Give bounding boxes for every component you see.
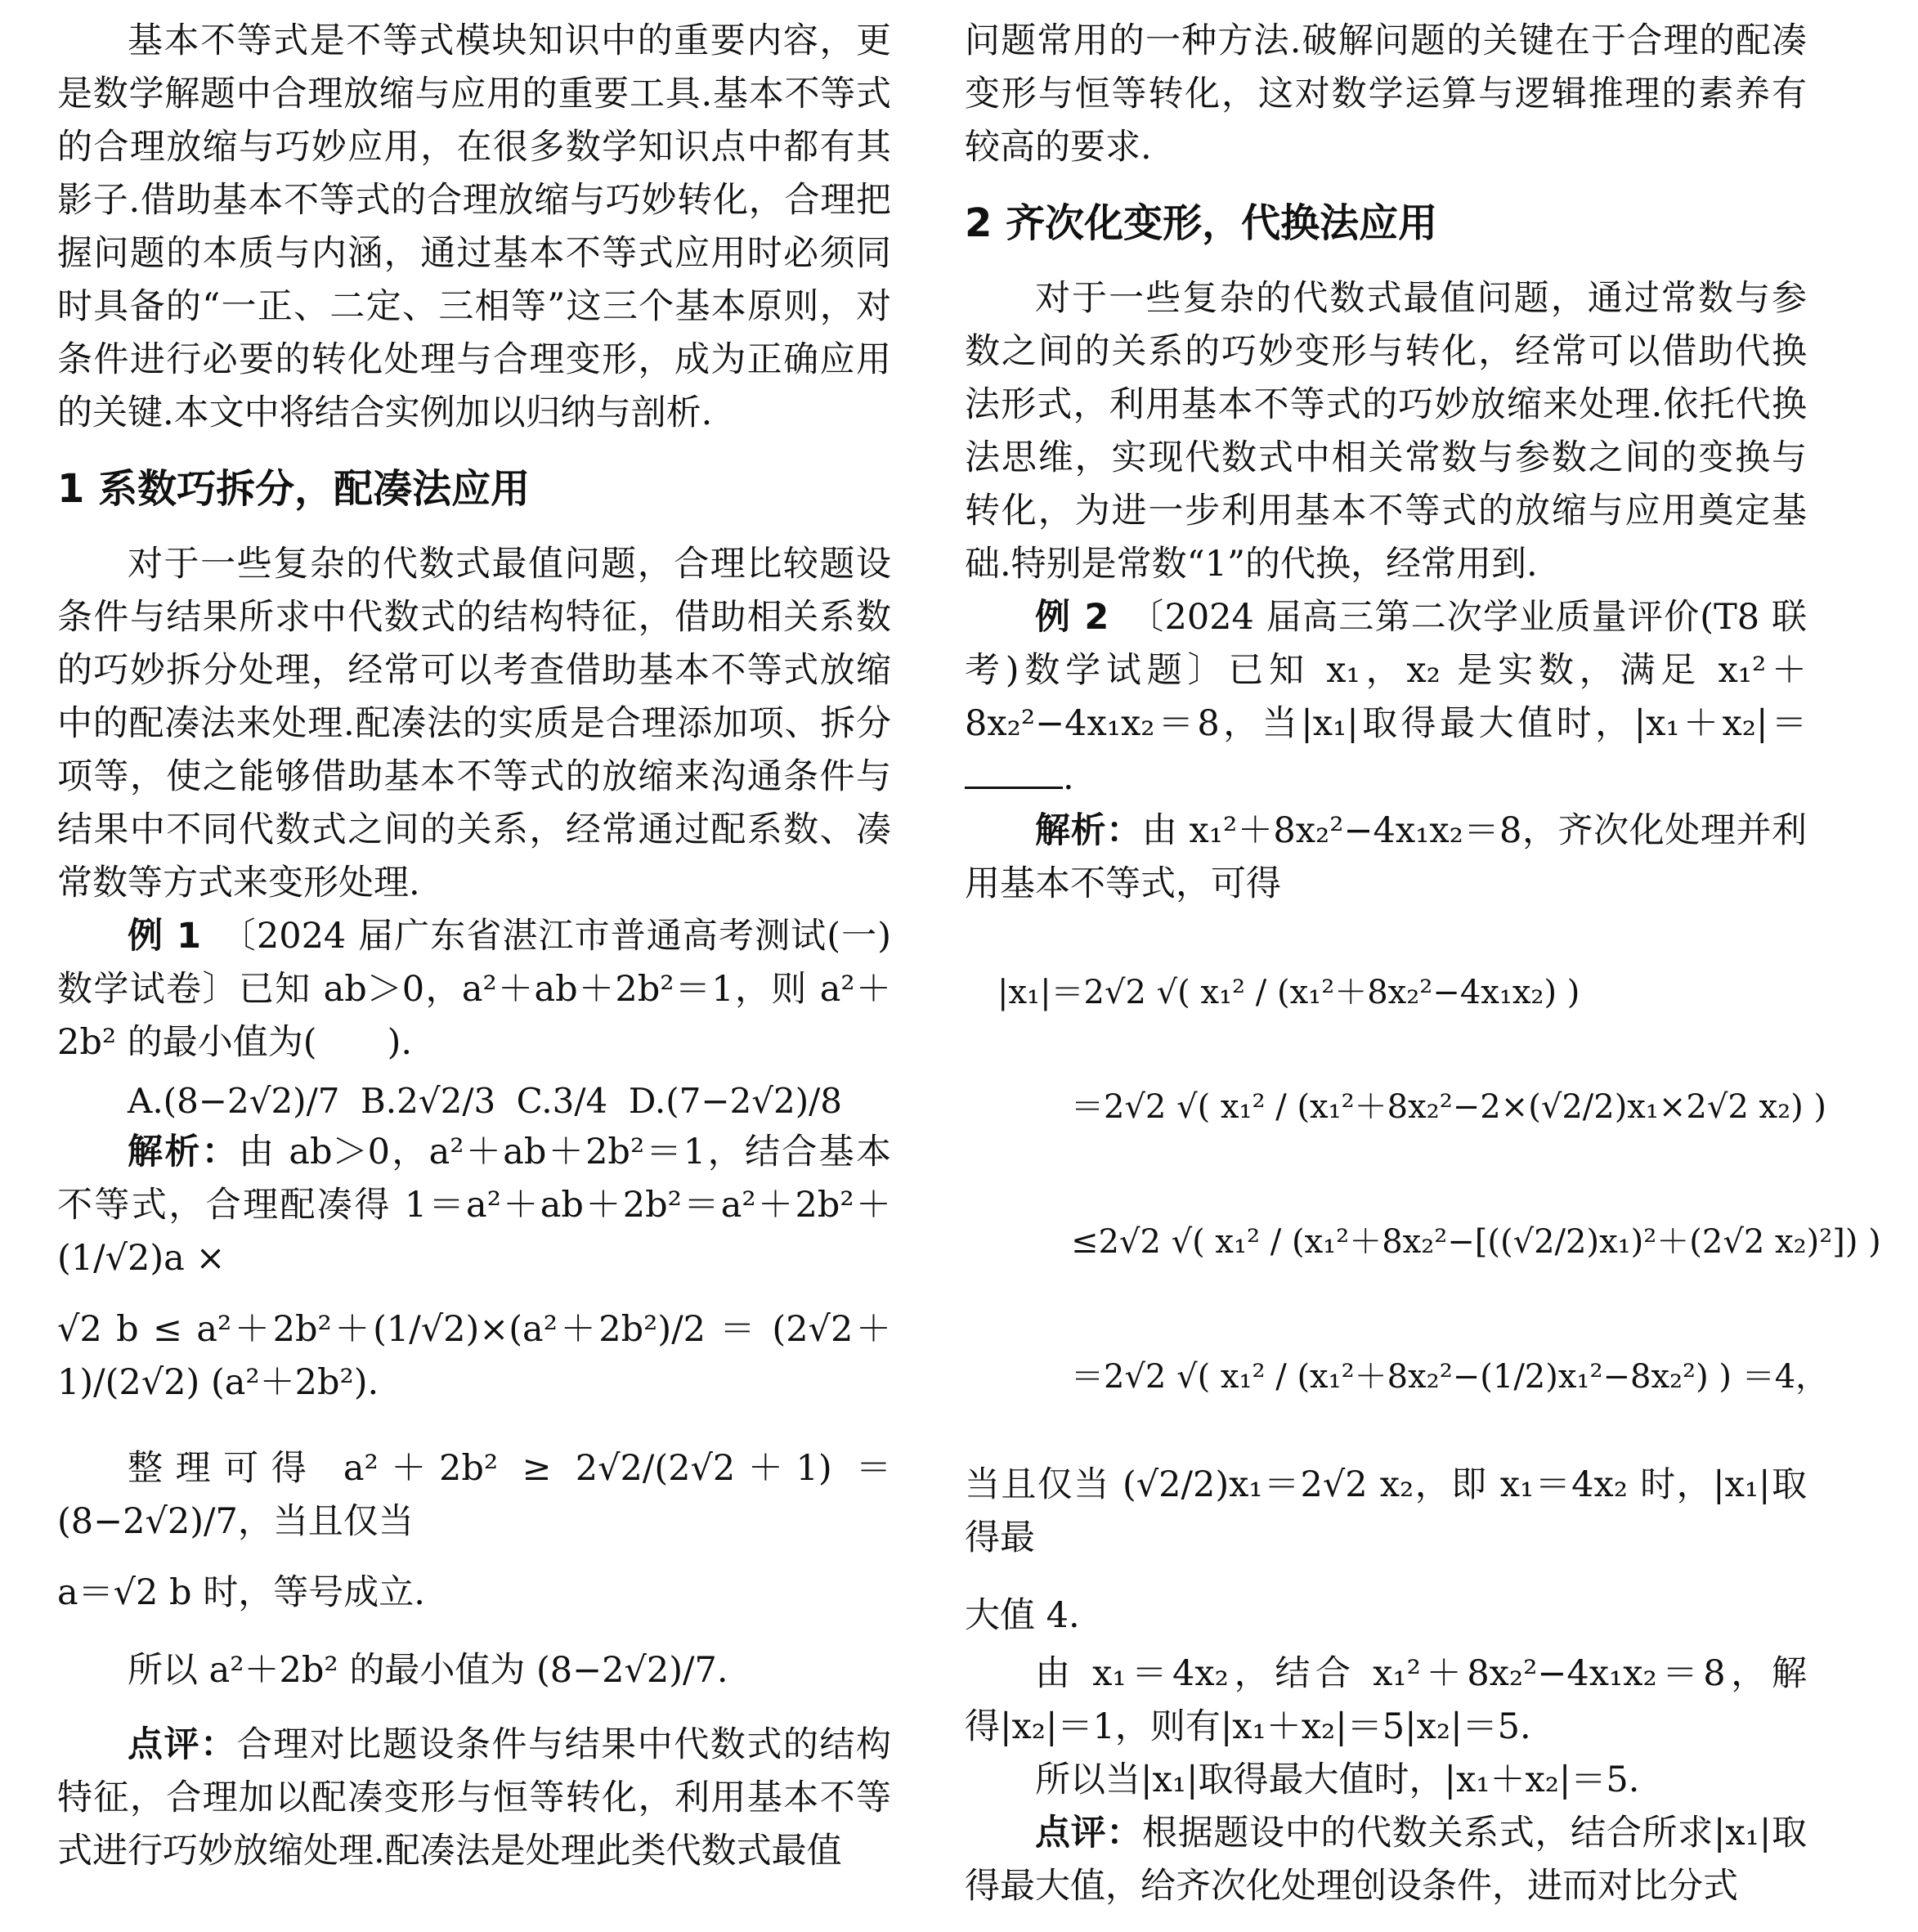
section-2-body: 对于一些复杂的代数式最值问题，通过常数与参数之间的关系的巧妙变形与转化，经常可以借助代换法形式，利用基本不等式的巧妙放缩来处理.依托代换法思维，实现代数式中相关常数与参数之间的变换与转化，为进一步利用基本不等式的放缩与应用奠定基础.特别是常数“1”的代换，经常用到. <box>965 278 1807 585</box>
equation-line-1: |x₁|＝2√2 √( x₁² / (x₁²＋8x₂²−4x₁x₂) ) <box>997 974 1580 1011</box>
solution-1-line-3: 整理可得 a²＋2b² ≥ 2√2/(2√2＋1) ＝ (8−2√2)/7，当且仅当 <box>57 1448 891 1542</box>
option-a: A.(8−2√2)/7 <box>128 1081 340 1121</box>
equation-line-2: ＝2√2 √( x₁² / (x₁²＋8x₂²−2×(√2/2)x₁×2√2 x₂) ) <box>1071 1088 1827 1126</box>
option-b: B.2√2/3 <box>360 1081 496 1121</box>
equation-line-4: ＝2√2 √( x₁² / (x₁²＋8x₂²−(1/2)x₁²−8x₂²) ) ＝4， <box>1071 1358 1829 1396</box>
example-2-question: 例 2 〔2024 届高三第二次学业质量评价(T8 联考)数学试题〕已知 x₁，x₂ 是实数，满足 x₁²＋8x₂²−4x₁x₂＝8，当|x₁|取得最大值时，|x₁＋x₂|＝. <box>965 597 1808 798</box>
intro-paragraph: 基本不等式是不等式模块知识中的重要内容，更是数学解题中合理放缩与应用的重要工具.基本不等式的合理放缩与巧妙应用，在很多数学知识点中都有其影子.借助基本不等式的合理放缩与巧妙转化，合理把握问题的本质与内涵，通过基本不等式应用时必须同时具备的“一正、二定、三相等”这三个基本原则，对条件进行必要的转化处理与合理变形，成为正确应用的关键.本文中将结合实例加以归纳与剖析. <box>57 20 891 433</box>
comment-1-label: 点评： <box>128 1724 237 1765</box>
solution-2-line-1: 当且仅当 (√2/2)x₁＝2√2 x₂，即 x₁＝4x₂ 时，|x₁|取得最 <box>965 1464 1807 1558</box>
solution-2-intro: 解析：由 x₁²＋8x₂²−4x₁x₂＝8，齐次化处理并利用基本不等式，可得 <box>965 810 1808 904</box>
example-2-label: 例 2 <box>1035 597 1109 638</box>
solution-1-label: 解析： <box>128 1132 240 1172</box>
solution-1-line-2: √2 b ≤ a²＋2b²＋(1/√2)×(a²＋2b²)/2 ＝ (2√2＋1)/(2√2) (a²＋2b²). <box>57 1309 891 1403</box>
option-c: C.3/4 <box>516 1081 608 1121</box>
comment-1-text: 合理对比题设条件与结果中代数式的结构特征，合理加以配凑变形与恒等转化，利用基本不等式进行巧妙放缩处理.配凑法是处理此类代数式最值 <box>57 1724 892 1871</box>
comment-2-label: 点评： <box>1035 1813 1143 1854</box>
answer-blank <box>965 751 1063 789</box>
example-1-options <box>57 1081 891 1121</box>
example-1-label: 例 1 <box>128 916 202 957</box>
equation-line-3: ≤2√2 √( x₁² / (x₁²＋8x₂²−[((√2/2)x₁)²＋(2√2 x₂)²]) ) <box>1071 1223 1881 1261</box>
right-column <box>965 15 1881 1913</box>
solution-2-line-2: 大值 4. <box>965 1595 1080 1636</box>
option-d: D.(7−2√2)/8 <box>628 1081 842 1121</box>
comment-1 <box>57 1719 891 1878</box>
example-1-question <box>57 910 891 1069</box>
solution-1-line-1: 解析：由 ab＞0，a²＋ab＋2b²＝1，结合基本不等式，合理配凑得 1＝a²＋ab＋2b²＝a²＋2b²＋(1/√2)a × <box>57 1132 891 1279</box>
left-column <box>57 15 891 1878</box>
solution-2-line-4: 所以当|x₁|取得最大值时，|x₁＋x₂|＝5. <box>1035 1759 1640 1800</box>
section-2-heading: 2 齐次化变形，代换法应用 <box>965 200 1438 246</box>
solution-2-label: 解析： <box>1035 810 1142 851</box>
solution-2-line-3: 由 x₁＝4x₂，结合 x₁²＋8x₂²−4x₁x₂＝8，解得|x₂|＝1，则有|x₁＋x₂|＝5|x₂|＝5. <box>965 1653 1807 1747</box>
comment-2-text: 根据题设中的代数关系式，结合所求|x₁|取得最大值，给齐次化处理创设条件，进而对比分式 <box>965 1813 1807 1907</box>
section-1-continuation: 问题常用的一种方法.破解问题的关键在于合理的配凑变形与恒等转化，这对数学运算与逻辑推理的素养有较高的要求. <box>965 20 1807 168</box>
solution-1-line-5: 所以 a²＋2b² 的最小值为 (8−2√2)/7. <box>128 1650 728 1691</box>
solution-1-line-4: a＝√2 b 时，等号成立. <box>57 1572 425 1613</box>
example-1-text: 〔2024 届广东省湛江市普通高考测试(一)数学试卷〕已知 ab＞0，a²＋ab＋2b²＝1，则 a²＋2b² 的最小值为( ). <box>57 916 891 1063</box>
example-2-text: 〔2024 届高三第二次学业质量评价(T8 联考)数学试题〕已知 x₁，x₂ 是实数，满足 x₁²＋8x₂²−4x₁x₂＝8，当|x₁|取得最大值时，|x₁＋x₂|＝ <box>965 597 1808 744</box>
section-1-heading: 1 系数巧拆分，配凑法应用 <box>57 466 531 512</box>
section-1-body: 对于一些复杂的代数式最值问题，合理比较题设条件与结果所求中代数式的结构特征，借助相关系数的巧妙拆分处理，经常可以考查借助基本不等式放缩中的配凑法来处理.配凑法的实质是合理添加项、拆分项等，使之能够借助基本不等式的放缩来沟通条件与结果中不同代数式之间的关系，经常通过配系数、凑常数等方式来变形处理. <box>57 544 891 903</box>
comment-2 <box>965 1807 1807 1913</box>
